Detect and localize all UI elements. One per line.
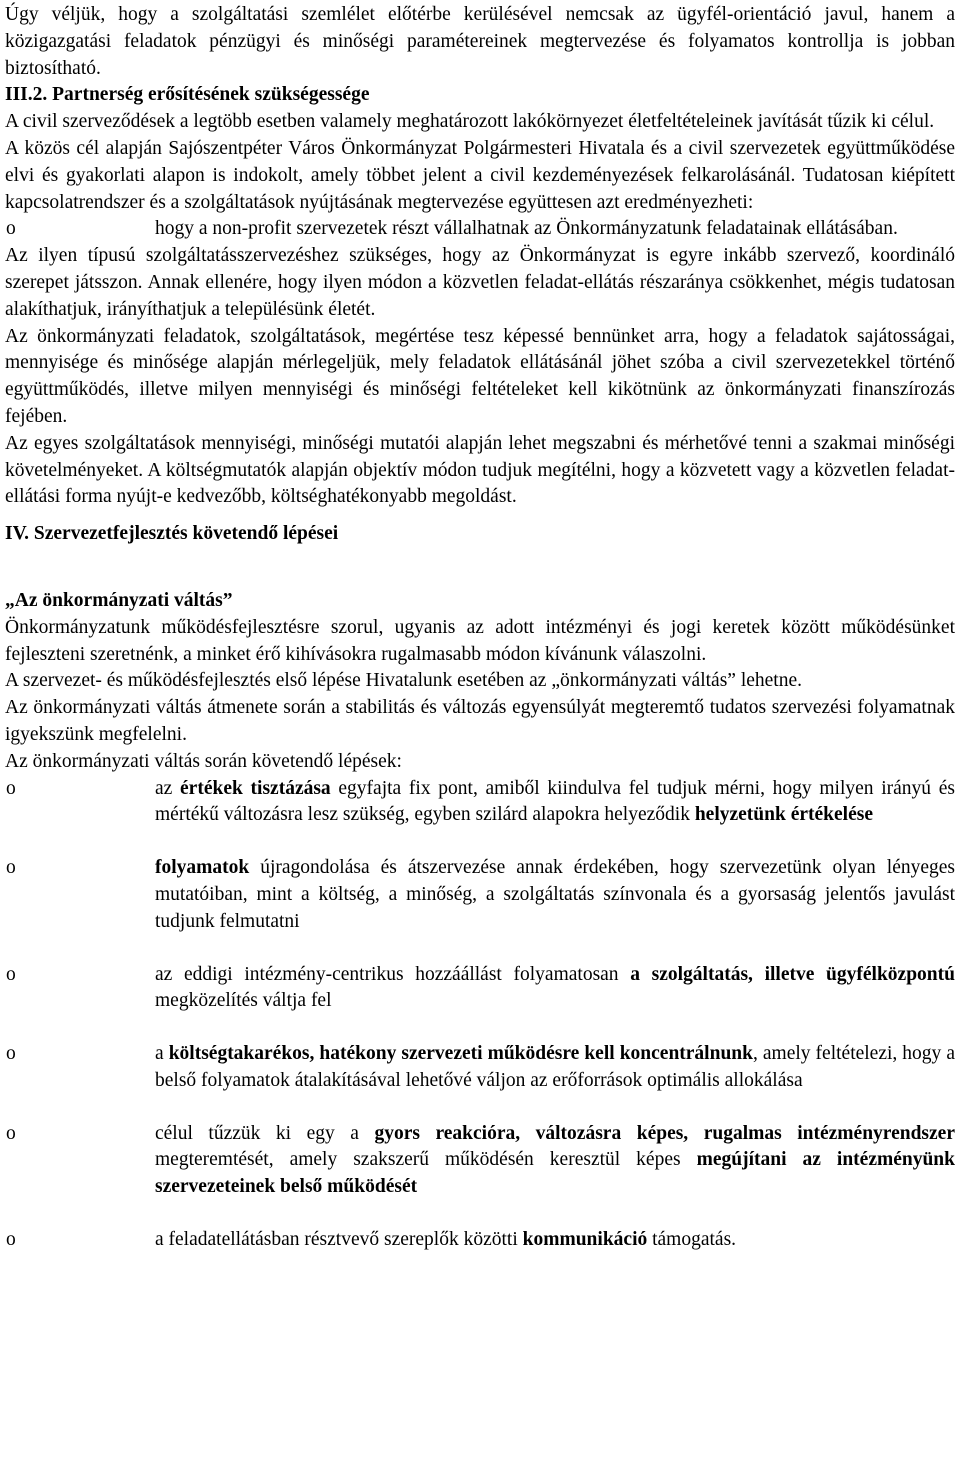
bullet-marker: o (6, 1229, 16, 1251)
paragraph-transition: Az önkormányzati váltás átmenete során a stabilitás és változás egyensúlyát megteremtő tudatos szervezési folyamatnak igyekszünk megfelelni. (5, 697, 955, 745)
paragraph-first-step: A szervezet- és működésfejlesztés első lépése Hivatalunk esetében az „önkormányzati váltás” lehetne. (5, 670, 802, 692)
bullet-marker: o (6, 218, 16, 240)
paragraph-civil-goals: A civil szerveződések a legtöbb esetben valamely meghatározott lakókörnyezet életfeltételeinek javítását tűzik ki célul. (5, 111, 935, 133)
bullet-marker: o (6, 777, 16, 799)
bold-phrase: megújítani az intézményünk szervezeteinek belső működését (155, 1149, 955, 1198)
list-item: o a költségtakarékos, hatékony szervezeti működésre kell koncentrálnunk, amely feltételezi, hogy a belső folyamatok átalakításával lehetővé váljon az erőforrások optimális allokálása (6, 1043, 955, 1091)
list-item (5, 216, 955, 243)
paragraph-indicators: Az egyes szolgáltatások mennyiségi, minőségi mutatói alapján lehet megszabni és mérhetővé tenni a szakmai minőségi követelményeket. A költségmutatók alapján objektív módon tudjuk megítélni, hogy a közvetett vagy a közvetlen feladat-ellátási forma nyújt-e kedvezőbb, költséghatékonyabb megoldást. (5, 432, 955, 508)
bullet-list-steps (5, 776, 955, 1254)
paragraph-municipal-tasks: Az önkormányzati feladatok, szolgáltatások, megértése tesz képessé bennünket arra, hogy a feladatok sajátosságai, mennyisége és minősége alapján mérlegeljük, mely feladatok ellátásánál jöhet szóba a civil szervezetekkel történő együttműködés, illetve milyen mennyiségi és minőségi feltételeket kell kikötnünk az önkormányzati finanszírozás fejében. (5, 325, 955, 427)
bullet-marker: o (6, 1122, 16, 1144)
paragraph-intro: Úgy véljük, hogy a szolgáltatási szemlélet előtérbe kerülésével nemcsak az ügyfél-orientáció javul, hanem a közigazgatási feladatok pénzügyi és minőségi paramétereinek megtervezése és folyamatos kontrollja is jobban biztosítható. (5, 4, 955, 79)
bold-phrase: értékek tisztázása (180, 777, 331, 799)
bold-phrase: gyors reakcióra, változásra képes, rugalmas intézményrendszer (374, 1122, 955, 1144)
list-item: o folyamatok újragondolása és átszervezése annak érdekében, hogy szervezetünk olyan lényeges mutatóiban, mint a költség, a minőség, a szolgáltatás színvonala és a gyorsaság jelentős javulást tudjunk felmutatni (6, 857, 955, 932)
bold-phrase: a szolgáltatás, illetve ügyfélközpontú (630, 963, 955, 985)
paragraph-common-goal: A közös cél alapján Sajószentpéter Város Önkormányzat Polgármesteri Hivatala és a civil szervezetek együttműködése elvi és gyakorlati alapon is indokolt, amely többet jelent a civil kezdeményezések felkarolásánál. Tudatosan kiépített kapcsolatrendszer és a szolgáltatások nyújtásának megtervezése együttesen azt eredményezheti: (5, 137, 955, 213)
list-item: o a feladatellátásban résztvevő szereplők közötti kommunikáció támogatás. (5, 1227, 955, 1254)
section-heading-partnership: III.2. Partnerség erősítésének szükségessége (5, 84, 370, 106)
bullet-list-results (5, 216, 955, 243)
list-item: o az értékek tisztázása egyfajta fix pont, amiből kiindulva fel tudjuk mérni, hogy milyen irányú és mértékű változásra lesz szükség, egyben szilárd alapokra helyeződik helyzetünk értékelése (6, 777, 955, 826)
bold-phrase: helyzetünk értékelése (694, 804, 873, 826)
list-item-text: hogy a non-profit szervezetek részt vállalhatnak az Önkormányzatunk feladatainak ellátásában. (155, 218, 898, 240)
paragraph-service-organization: Az ilyen típusú szolgáltatásszervezéshez szükséges, hogy az Önkormányzat is egyre inkább szervező, koordináló szerepet játsszon. Annak ellenére, hogy ilyen módon a közvetlen feladat-ellátás részaránya csökkenhet, mégis tudatosan alakíthatjuk, irányíthatjuk a településünk életét. (5, 245, 955, 320)
list-item: o az eddigi intézmény-centrikus hozzáállást folyamatosan a szolgáltatás, illetve ügyfélközpontú megközelítés váltja fel (6, 963, 955, 1012)
bold-phrase: kommunikáció (522, 1229, 648, 1251)
subheading-municipal-change: „Az önkormányzati váltás” (5, 589, 233, 611)
section-heading-development: IV. Szervezetfejlesztés követendő lépései (5, 523, 339, 545)
bold-phrase: költségtakarékos, hatékony szervezeti működésre kell koncentrálnunk (168, 1043, 753, 1065)
list-item: o célul tűzzük ki egy a gyors reakcióra, változásra képes, rugalmas intézményrendszer megteremtését, amely szakszerű működésén keresztül képes megújítani az intézményünk szervezeteinek belső működését (6, 1122, 955, 1198)
bullet-marker: o (6, 963, 16, 985)
paragraph-steps-intro: Az önkormányzati váltás során követendő lépések: (5, 750, 402, 772)
bold-phrase: folyamatok (155, 857, 250, 879)
paragraph-development-need: Önkormányzatunk működésfejlesztésre szorul, ugyanis az adott intézményi és jogi keretek között működésünket fejleszteni szeretnénk, a minket érő kihívásokra rugalmasabb módon kívánunk válaszolni. (5, 616, 955, 665)
bullet-marker: o (6, 1043, 16, 1065)
bullet-marker: o (6, 857, 16, 879)
